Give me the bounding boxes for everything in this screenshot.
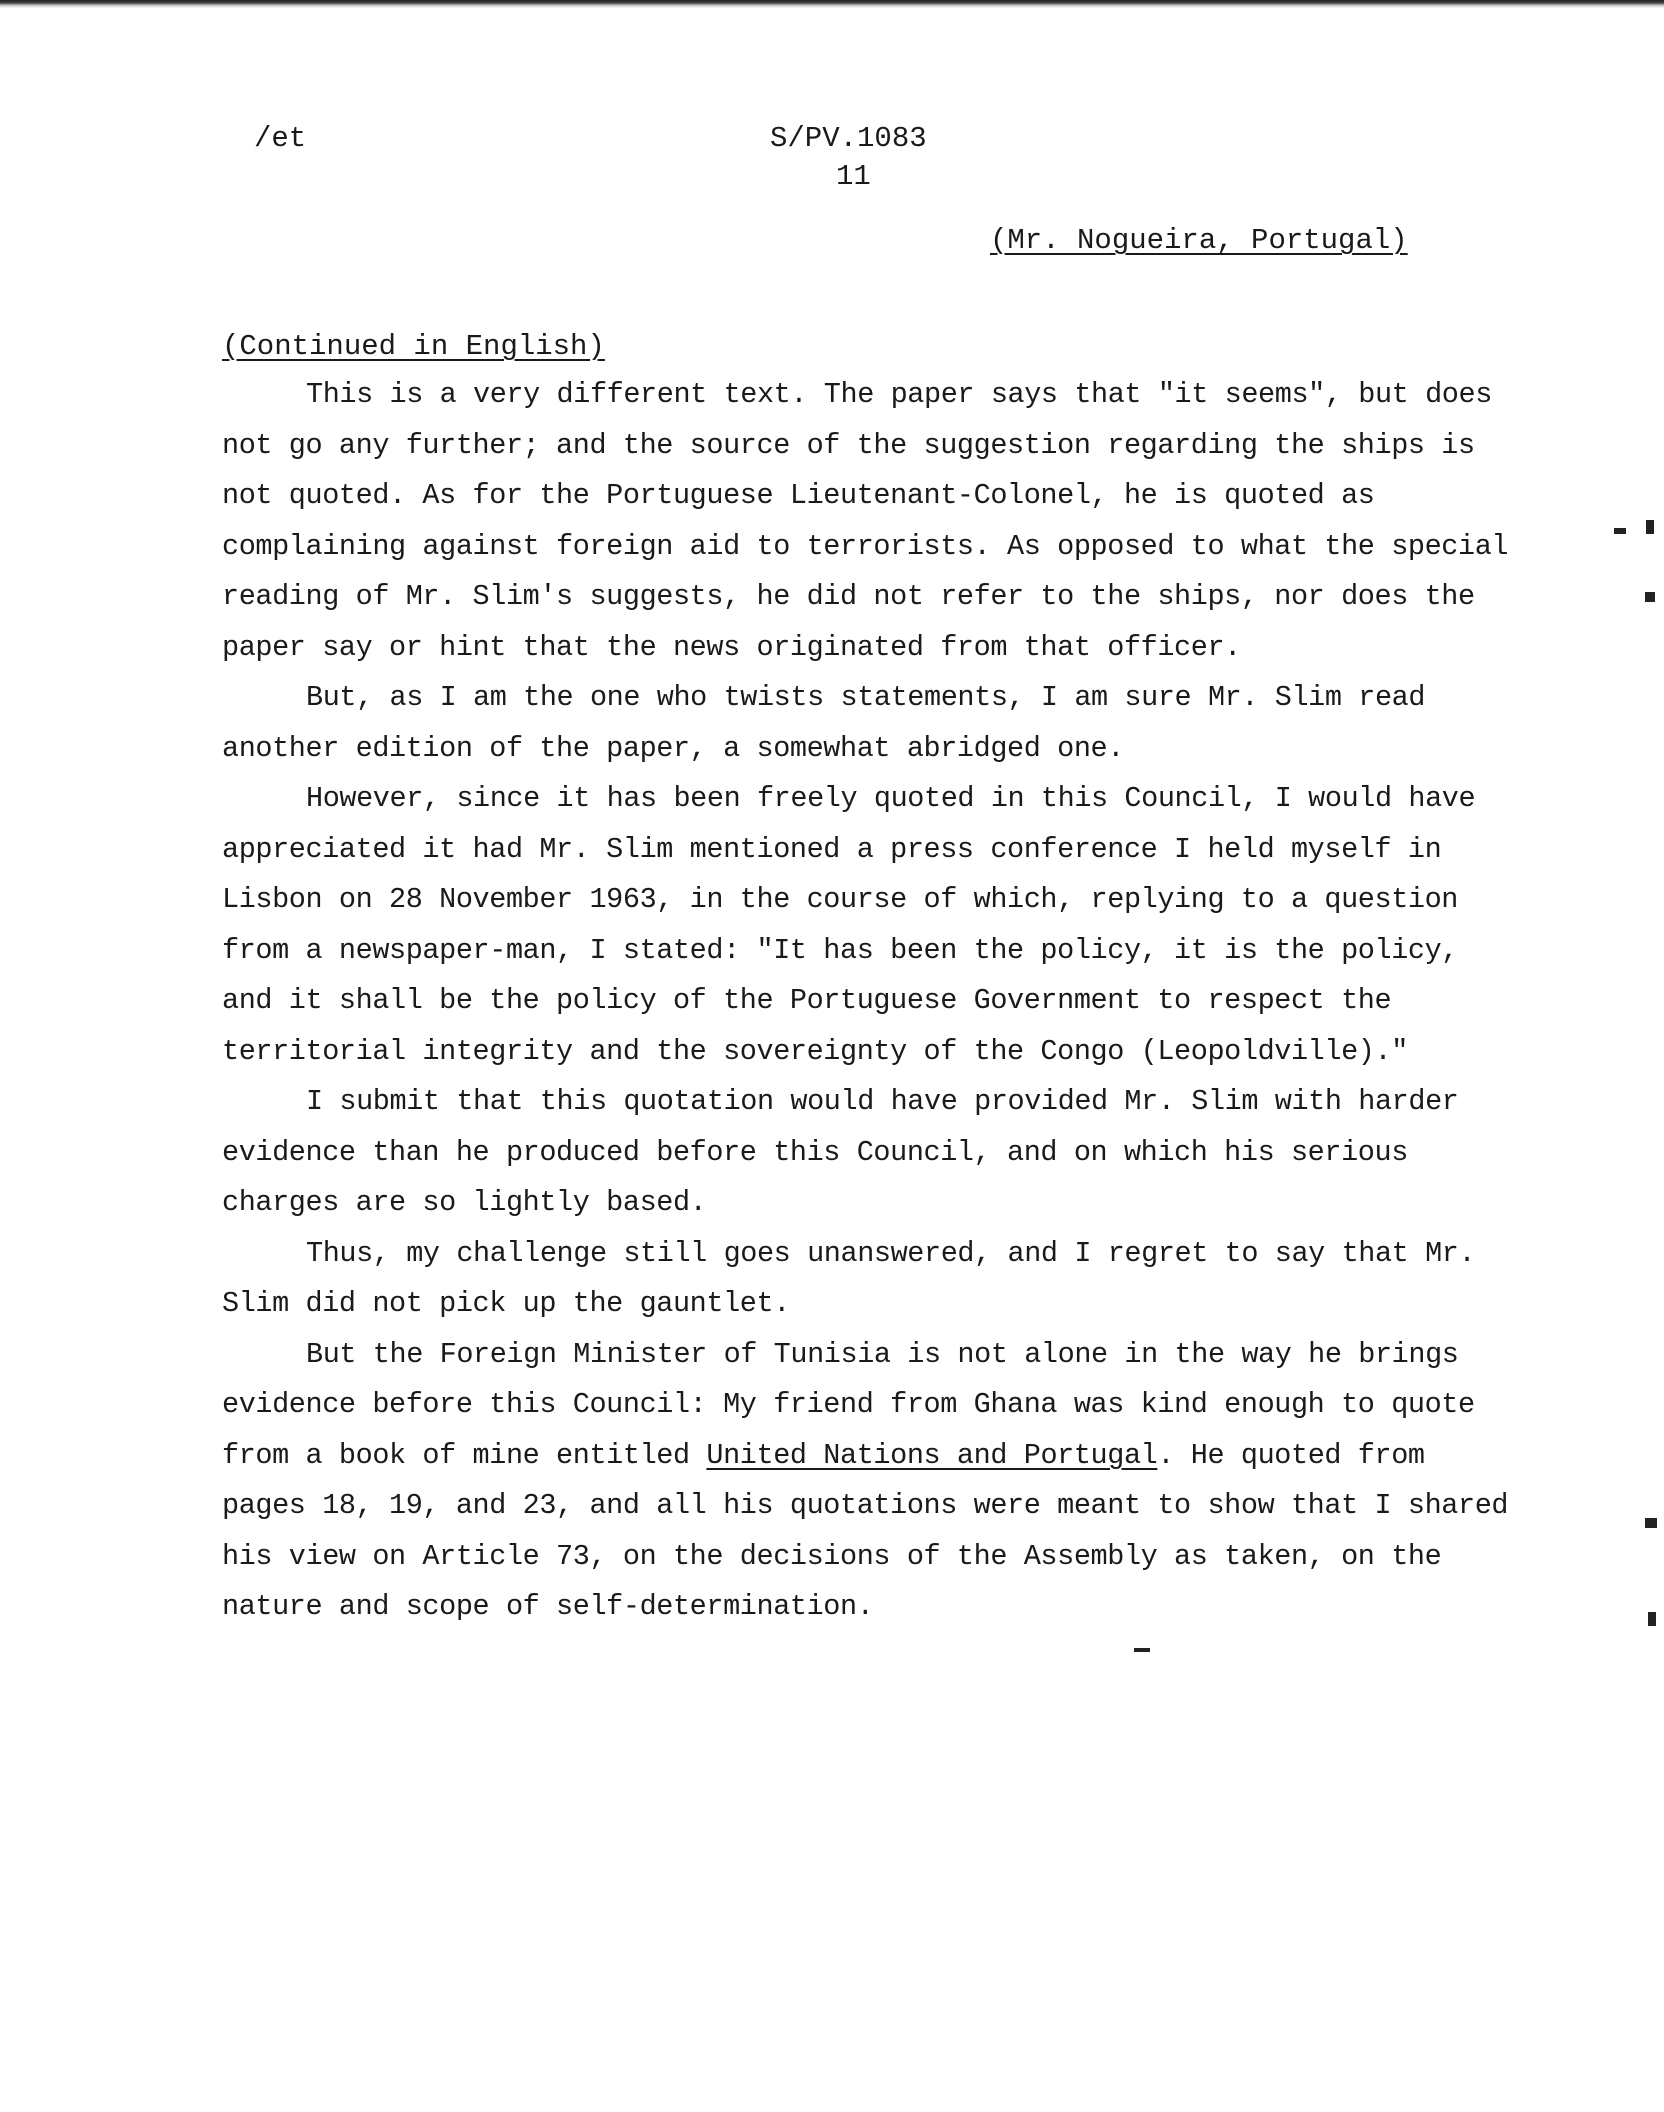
speaker-heading: (Mr. Nogueira, Portugal) — [990, 224, 1408, 257]
paragraph: This is a very different text. The paper says that "it seems", but does not go any further; and the source of the suggestion regarding the ships is not quoted. As for the Portuguese Lieutenant-Colonel, he is quoted as complaining against foreign aid to terrorists. As opposed to what the special reading of Mr. Slim's suggests, he did not refer to the ships, nor does the paper say or hint that the news originated from that officer. — [222, 378, 1509, 664]
paragraph-text: But the Foreign Minister of Tunisia is not alone in the way he brings evidence before this Council: My friend from Ghana was kind enough to quote from a book of mine entitled — [222, 1337, 1475, 1472]
page-number: 11 — [836, 160, 871, 193]
paragraph: But, as I am the one who twists statements, I am sure Mr. Slim read another edition of the paper, a somewhat abridged one. — [222, 681, 1426, 765]
paragraph: Thus, my challenge still goes unanswered, and I regret to say that Mr. Slim did not pick up the gauntlet. — [222, 1236, 1476, 1320]
typist-initials: /et — [254, 122, 307, 155]
paragraph: I submit that this quotation would have provided Mr. Slim with harder evidence than he produced before this Council, and on which his serious charges are so lightly based. — [222, 1085, 1459, 1219]
scan-speck — [1645, 1518, 1657, 1528]
scan-speck — [1134, 1648, 1150, 1652]
continuation-note: (Continued in English) — [222, 330, 605, 363]
document-symbol: S/PV.1083 — [770, 122, 927, 155]
scan-speck — [1646, 520, 1654, 534]
paragraph — [222, 1330, 1522, 1633]
paragraph: However, since it has been freely quoted in this Council, I would have appreciated it had Mr. Slim mentioned a press conference I held myself in Lisbon on 28 November 1963, in the course of which, replying to a question from a newspaper-man, I stated: "It has been the policy, it is the policy, and it shall be the policy of the Portuguese Government to respect the territorial integrity and the sovereignty of the Congo (Leopoldville)." — [222, 782, 1476, 1068]
book-title: United Nations and Portugal — [706, 1438, 1158, 1472]
scan-speck — [1648, 1612, 1656, 1626]
speech-body — [222, 370, 1522, 1633]
scan-speck — [1614, 528, 1626, 534]
scan-speck — [1645, 592, 1655, 602]
paragraph-text: . He quoted from pages 18, 19, and 23, and all his quotations were meant to show that I shared his view on Article 73, on the decisions of the Assembly as taken, on the nature and scope of self-determination. — [222, 1438, 1509, 1623]
scan-top-border — [0, 0, 1664, 8]
